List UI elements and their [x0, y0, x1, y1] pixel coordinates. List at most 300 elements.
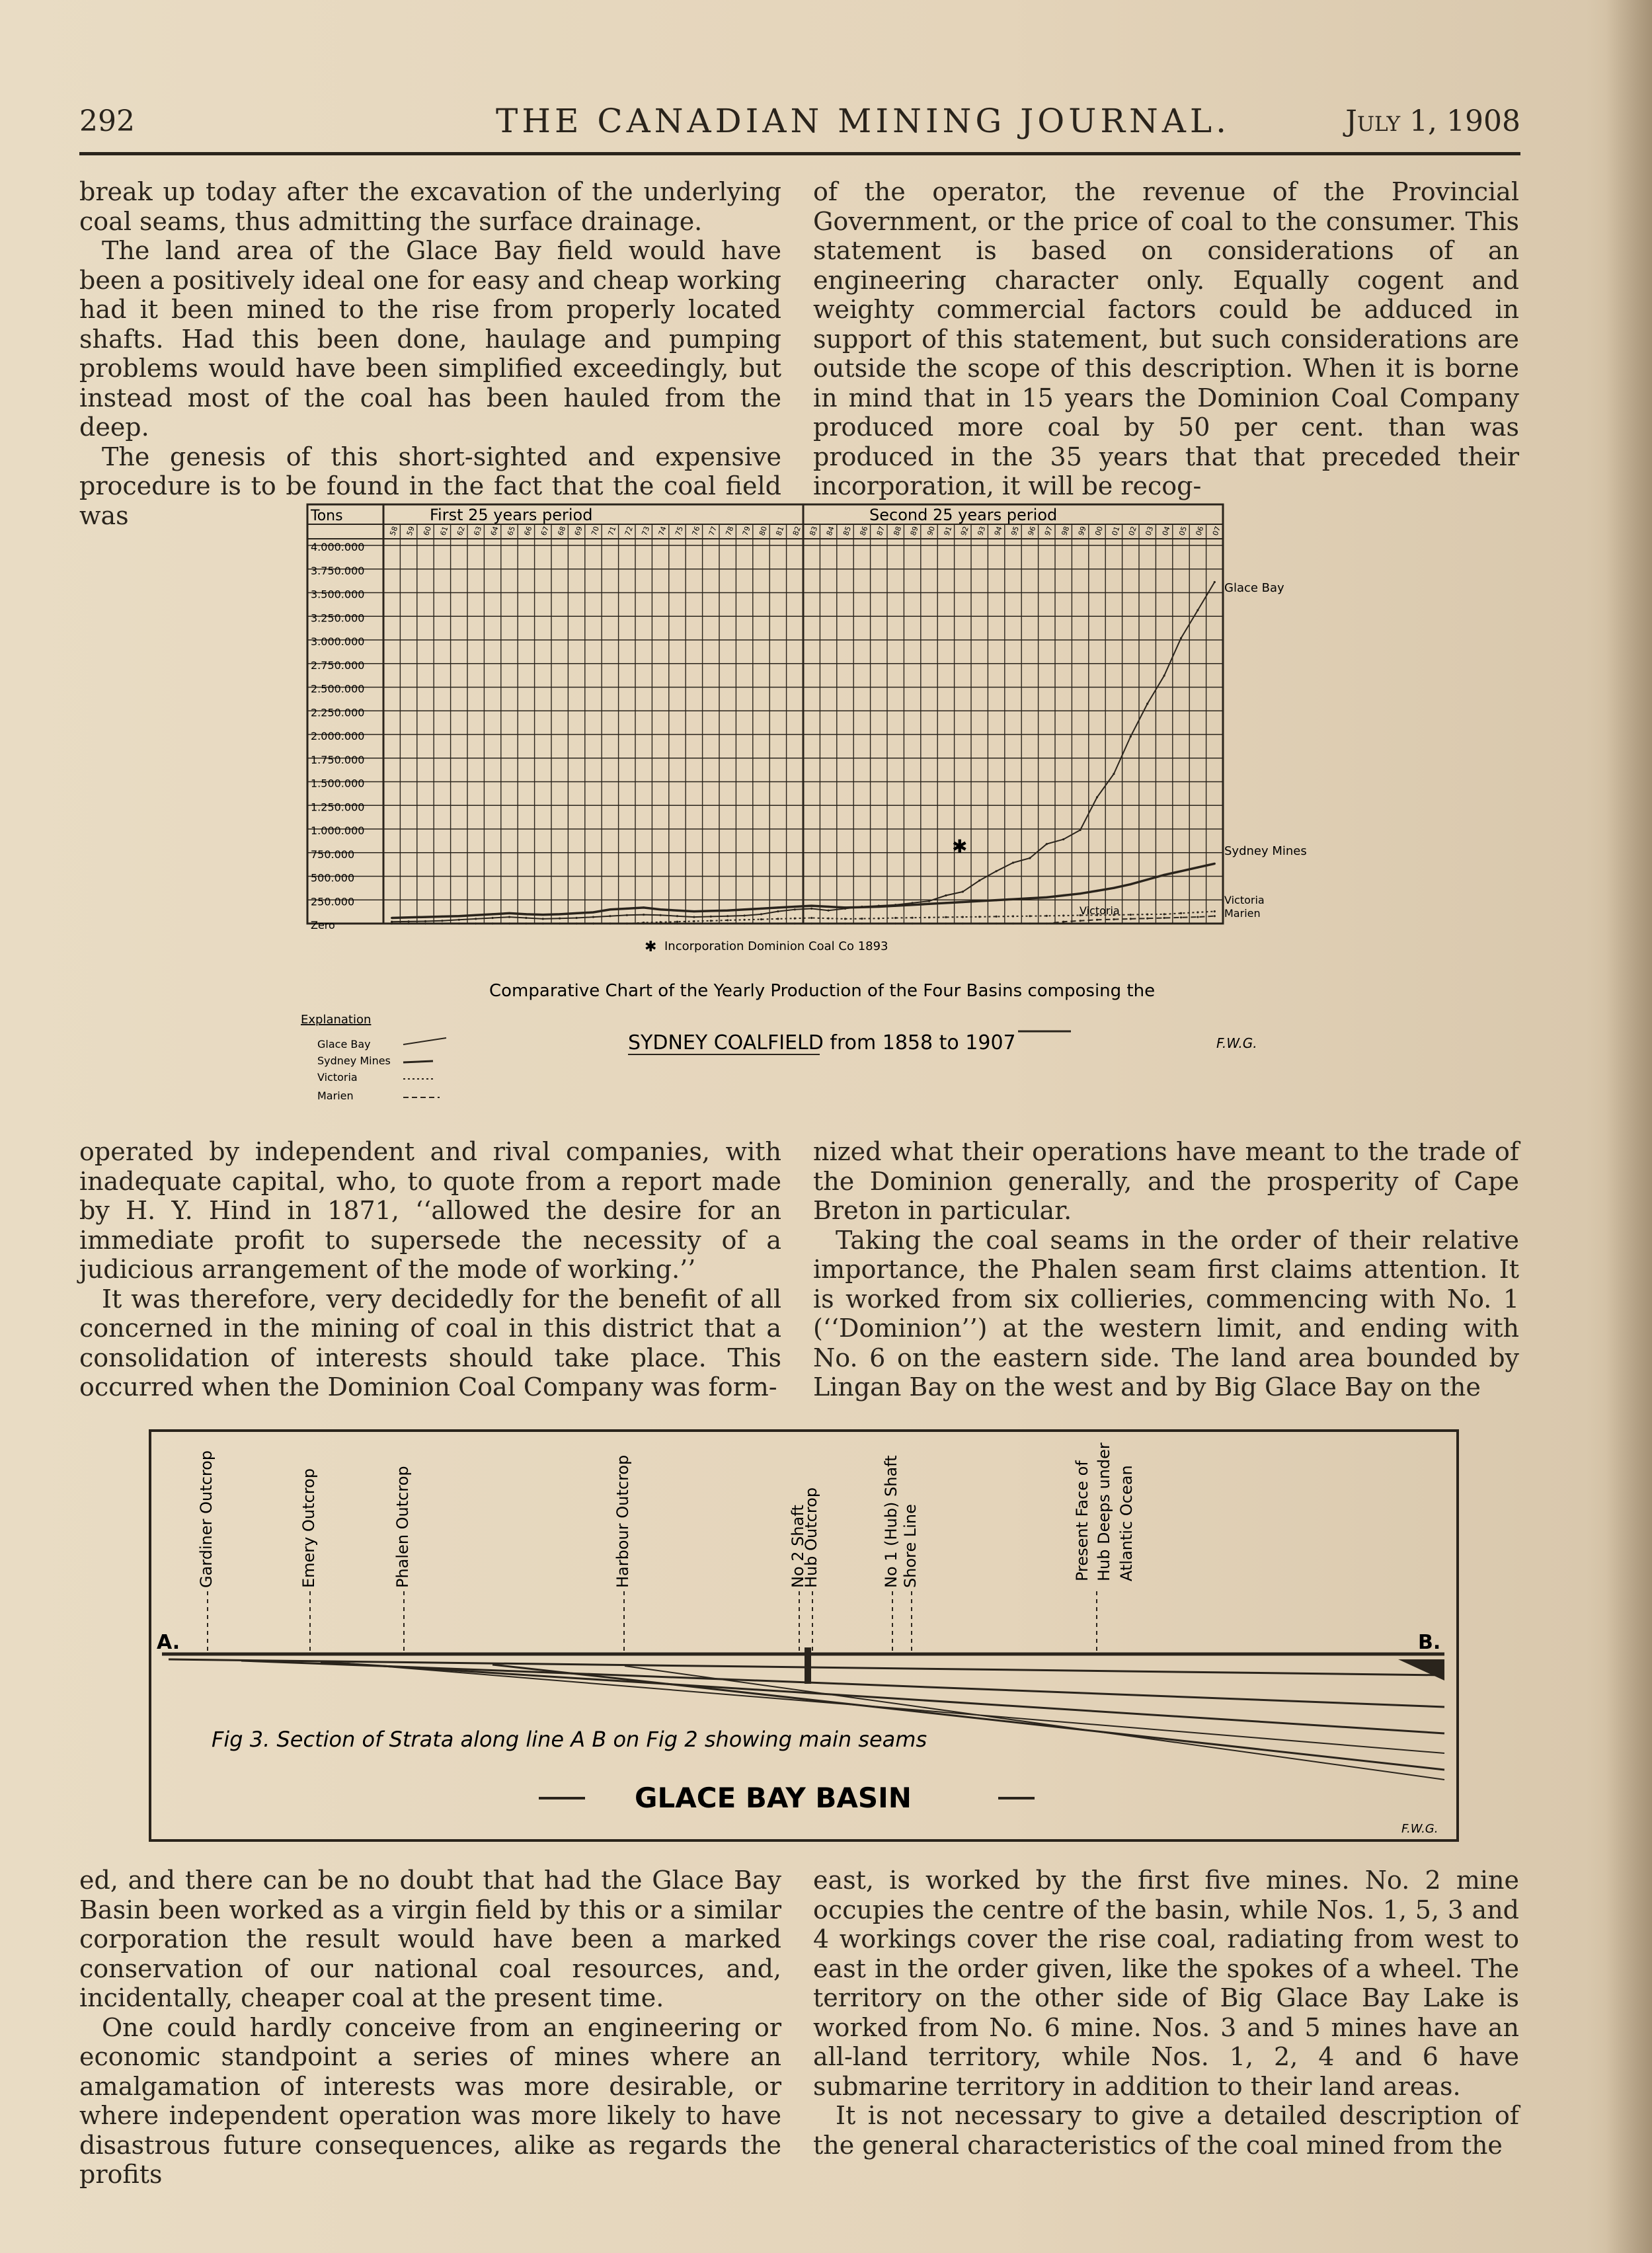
x-tick-label: 93: [976, 525, 988, 537]
data-point: [391, 921, 393, 923]
data-point: [424, 920, 426, 922]
data-point: [475, 922, 477, 924]
data-point: [1062, 894, 1064, 896]
data-point: [1197, 867, 1199, 869]
data-point: [1163, 674, 1165, 676]
x-tick-label: 04: [1160, 525, 1172, 537]
data-point: [710, 922, 712, 924]
paragraph: of the operator, the revenue of the Provincial Government, or the price of coal to the consumer. This statement is based on considerations of an engineering character only. Equally cogent and weighty commercial factors could be adduced in support of this statement, but such considerations are outside the scope of this description. When it is borne in mind that in 15 years the Dominion Coal Company produced more coal by 50 per cent. than was produced in the 35 years that that preceded their incorporation, it will be recog-: [813, 177, 1519, 500]
y-tick-label: 2.000.000: [311, 730, 365, 742]
data-point: [576, 917, 578, 919]
y-tick-label: 1.250.000: [311, 801, 365, 814]
data-point: [576, 912, 578, 914]
data-point: [676, 922, 678, 924]
paragraph: The land area of the Glace Bay field would have been a positively ideal one for easy and cheap working had it been mined to the rise from properly located shafts. Had this been done, haulage and pumping problems would have been simplified exceedingly, but instead most of the coal has been hauled from the deep.: [79, 236, 781, 442]
x-tick-label: 87: [875, 525, 886, 537]
data-point: [978, 879, 980, 881]
data-point: [928, 916, 930, 918]
data-point: [1180, 637, 1182, 639]
data-point: [828, 922, 830, 924]
data-point: [693, 916, 695, 918]
data-point: [1080, 920, 1082, 922]
data-point: [693, 922, 695, 924]
x-tick-label: 70: [590, 525, 602, 537]
seam-line: [492, 1665, 1444, 1770]
y-tick-labels: [311, 541, 364, 931]
data-point: [1029, 857, 1031, 859]
x-tick-labels: [388, 525, 1222, 537]
data-point: [1012, 922, 1014, 924]
data-point: [676, 921, 678, 923]
data-point: [928, 903, 930, 905]
outcrop-label: Shore Line: [901, 1504, 920, 1588]
data-point: [912, 922, 914, 924]
data-point: [894, 917, 896, 919]
x-tick-label: 69: [572, 525, 584, 537]
data-point: [626, 908, 628, 910]
data-point: [727, 910, 728, 912]
data-point: [1096, 796, 1098, 798]
y-tick-label: 1.500.000: [311, 777, 365, 790]
data-point: [996, 870, 998, 872]
x-tick-label: 05: [1177, 525, 1189, 537]
legend-item: Glace Bay: [317, 1038, 371, 1050]
data-point: [1046, 896, 1048, 898]
data-point: [710, 910, 712, 912]
x-tick-label: 01: [1110, 525, 1122, 537]
data-point: [794, 906, 796, 908]
paragraph: It is not necessary to give a detailed description of the general characteristics of the coal mined from the: [813, 2101, 1519, 2160]
data-point: [391, 922, 393, 924]
data-point: [1046, 915, 1048, 917]
data-point: [1130, 735, 1132, 737]
data-point: [1180, 916, 1182, 918]
outcrop-label: Emery Outcrop: [299, 1468, 318, 1588]
y-tick-label: 3.000.000: [311, 635, 365, 648]
data-point: [592, 922, 594, 924]
data-point: [760, 918, 762, 920]
data-point: [626, 914, 628, 916]
data-point: [1180, 870, 1182, 872]
data-point: [962, 922, 964, 924]
x-tick-label: 71: [606, 525, 618, 537]
data-point: [1130, 883, 1132, 885]
data-point: [777, 922, 779, 924]
data-point: [978, 916, 980, 918]
data-point: [794, 918, 796, 920]
x-tick-label: 92: [959, 525, 970, 537]
data-point: [1029, 897, 1031, 899]
data-point: [592, 911, 594, 913]
data-point: [996, 922, 998, 924]
data-point: [928, 922, 930, 924]
x-tick-label: 75: [674, 525, 686, 537]
x-tick-label: 83: [808, 525, 820, 537]
text-column-mid-right: [813, 1137, 1519, 1402]
text-column-mid-left: [79, 1137, 781, 1402]
data-point: [508, 912, 510, 914]
data-point: [492, 917, 494, 919]
paragraph: Taking the coal seams in the order of their relative importance, the Phalen seam first claims attention. It is worked from six collieries, commencing with No. 1 (‘‘Dominion’’) at the western limit, and ending with No. 6 on the eastern side. The land area bounded by Lingan Bay on the west and by Big Glace Bay on the: [813, 1225, 1519, 1402]
data-point: [945, 902, 947, 904]
outcrop-label: Gardiner Outcrop: [197, 1450, 216, 1588]
x-tick-label: 90: [925, 525, 937, 537]
data-point: [1029, 915, 1031, 917]
data-point: [676, 910, 678, 912]
data-point: [1197, 609, 1199, 611]
series-label-glace-bay: Glace Bay: [1224, 581, 1284, 595]
data-point: [458, 919, 460, 921]
x-tick-label: 81: [774, 525, 786, 537]
data-point: [1163, 913, 1165, 915]
figure-title: GLACE BAY BASIN: [635, 1782, 912, 1814]
data-point: [844, 922, 846, 924]
data-point: [475, 914, 477, 916]
x-tick-label: 97: [1042, 525, 1054, 537]
y-tick-label: 1.750.000: [311, 753, 365, 766]
data-point: [1146, 914, 1148, 916]
data-point: [643, 914, 645, 916]
x-tick-label: 64: [489, 525, 500, 537]
series-label-sydney-mines: Sydney Mines: [1224, 844, 1307, 858]
period-label-second: Second 25 years period: [869, 506, 1058, 524]
x-tick-label: 61: [438, 525, 450, 537]
y-tick-label: Zero: [311, 919, 335, 931]
data-point: [978, 900, 980, 902]
data-point: [693, 920, 695, 922]
data-point: [492, 913, 494, 915]
x-tick-label: 80: [758, 525, 769, 537]
data-point: [408, 920, 410, 922]
data-point: [559, 922, 561, 924]
data-point: [1214, 915, 1216, 917]
x-tick-label: 63: [472, 525, 484, 537]
x-tick-label: 84: [824, 525, 836, 537]
data-point: [609, 915, 611, 917]
data-point: [609, 908, 611, 910]
data-point: [1146, 879, 1148, 881]
data-point: [1146, 703, 1148, 705]
data-point: [760, 922, 762, 924]
paragraph: east, is worked by the first five mines. No. 2 mine occupies the centre of the basin, while Nos. 1, 5, 3 and 4 workings cover the rise coal, radiating from west to east in the order given, like the spokes of a wheel. The territory on the other side of Big Glace Bay Lake is worked from No. 6 mine. Nos. 3 and 5 mines have an all-land territory, while Nos. 1, 2, 4 and 6 have submarine territory in addition to their land areas.: [813, 1866, 1519, 2101]
paragraph: The genesis of this short-sighted and expensive procedure is to be found in the fact that the coal field was: [79, 442, 781, 530]
paragraph: One could hardly conceive from an engineering or economic standpoint a series of mines where an amalgamation of interests was more desirable, or where independent operation was more likely to have disastrous future consequences, alike as regards the profits: [79, 2012, 781, 2189]
data-point: [744, 922, 746, 924]
data-point: [962, 916, 964, 918]
data-point: [693, 910, 695, 912]
x-tick-label: 95: [1009, 525, 1021, 537]
data-point: [424, 922, 426, 924]
x-tick-label: 96: [1026, 525, 1038, 537]
figure-signature: F.W.G.: [1401, 1822, 1438, 1836]
data-point: [828, 918, 830, 920]
data-point: [441, 922, 443, 924]
x-tick-label: 60: [422, 525, 434, 537]
data-point: [928, 900, 930, 902]
data-point: [408, 922, 410, 924]
chart-grid: [307, 504, 1223, 924]
legend-item: Sydney Mines: [317, 1054, 391, 1067]
data-point: [1130, 918, 1132, 920]
series-label-marien: Marien: [1224, 907, 1261, 920]
point-a-label: A.: [157, 1631, 180, 1654]
data-point: [1197, 916, 1199, 918]
shaft: [805, 1647, 811, 1684]
data-point: [676, 915, 678, 917]
x-tick-label: 06: [1194, 525, 1206, 537]
data-point: [996, 916, 998, 918]
data-point: [878, 906, 880, 908]
x-tick-label: 65: [506, 525, 518, 537]
text-column-top-left: [79, 177, 781, 530]
data-point: [1163, 917, 1165, 919]
data-point: [1080, 829, 1082, 831]
data-point: [744, 914, 746, 916]
data-point: [1163, 874, 1165, 876]
x-tick-label: 59: [405, 525, 416, 537]
x-tick-label: 79: [740, 525, 752, 537]
period-label-first: First 25 years period: [430, 506, 593, 524]
data-point: [1096, 919, 1098, 921]
y-tick-label: 3.250.000: [311, 612, 365, 625]
data-point: [878, 922, 880, 924]
data-point: [1012, 861, 1014, 863]
data-point: [962, 901, 964, 903]
data-point: [458, 922, 460, 924]
data-point: [1062, 914, 1064, 916]
y-tick-label: 3.750.000: [311, 564, 365, 577]
x-tick-label: 89: [908, 525, 920, 537]
y-tick-label: 2.250.000: [311, 706, 365, 719]
incorporation-note-marker: ✱: [645, 939, 657, 955]
y-tick-label: 2.500.000: [311, 682, 365, 695]
legend-title: Explanation: [301, 1013, 372, 1027]
data-point: [760, 908, 762, 910]
issue-date: July 1, 1908: [1345, 104, 1520, 138]
x-tick-label: 85: [842, 525, 853, 537]
data-point: [912, 904, 914, 906]
x-tick-label: 72: [623, 525, 635, 537]
data-point: [1113, 918, 1115, 920]
legend-item: Victoria: [317, 1071, 358, 1084]
data-point: [894, 905, 896, 907]
x-tick-label: 76: [690, 525, 702, 537]
y-tick-label: 250.000: [311, 895, 355, 908]
x-tick-label: 88: [892, 525, 904, 537]
data-point: [1214, 863, 1216, 865]
data-point: [1062, 921, 1064, 923]
outcrop-label: Hub Outcrop: [802, 1487, 820, 1588]
data-point: [945, 916, 947, 918]
x-tick-label: 58: [388, 525, 400, 537]
y-tick-label: 4.000.000: [311, 541, 365, 553]
page-number: 292: [79, 104, 135, 138]
outcrop-label: No 2 Shaft: [789, 1505, 807, 1588]
x-tick-label: 67: [539, 525, 551, 537]
chart-title: Comparative Chart of the Yearly Production of the Four Basins composing the: [489, 981, 1156, 1001]
seam-line: [625, 1666, 1444, 1780]
y-tick-label: 1.000.000: [311, 824, 365, 837]
data-point: [660, 914, 662, 916]
data-point: [710, 916, 712, 918]
x-tick-label: 99: [1076, 525, 1088, 537]
text-column-top-right: [813, 177, 1519, 501]
incorporation-note: Incorporation Dominion Coal Co 1893: [664, 939, 888, 953]
paragraph: ed, and there can be no doubt that had the Glace Bay Basin been worked as a virgin field by this or a similar corporation the result would have been a marked conservation of our national coal resources, and, incidentally, cheaper coal at the present time.: [79, 1866, 781, 2012]
data-point: [1113, 887, 1115, 889]
data-point: [592, 916, 594, 918]
page-edge-shadow: [1606, 0, 1652, 2253]
data-point: [1214, 581, 1216, 583]
outcrop-label: No 1 (Hub) Shaft: [882, 1455, 900, 1588]
y-tick-label: 3.500.000: [311, 588, 365, 601]
data-point: [878, 918, 880, 920]
data-point: [1113, 773, 1115, 775]
x-tick-label: 73: [640, 525, 652, 537]
strata-section-figure: [149, 1429, 1460, 1842]
outcrop-label: Phalen Outcrop: [393, 1466, 412, 1588]
x-tick-label: 98: [1060, 525, 1072, 537]
y-tick-label: 750.000: [311, 848, 355, 861]
data-point: [1080, 892, 1082, 894]
outcrop-label: Atlantic Ocean: [1117, 1465, 1136, 1581]
y-tick-label: 2.750.000: [311, 658, 365, 672]
data-point: [794, 908, 796, 910]
data-point: [660, 908, 662, 910]
data-point: [760, 913, 762, 915]
data-point: [458, 915, 460, 917]
paragraph: operated by independent and rival companies, with inadequate capital, who, to quote from a report made by H. Y. Hind in 1871, ‘‘allowed the desire for an immediate profit to supersede the necessity of a judicious arrangement of the mode of working.’’: [79, 1137, 781, 1284]
figure-caption: Fig 3. Section of Strata along line A B on Fig 2 showing main seams: [212, 1727, 927, 1752]
x-tick-label: 91: [942, 525, 954, 537]
paragraph: It was therefore, very decidedly for the benefit of all concerned in the mining of coal in this district that a consolidation of interests should take place. This occurred when the Dominion Coal Company was form-: [79, 1284, 781, 1402]
x-tick-label: 62: [455, 525, 467, 537]
data-point: [962, 890, 964, 892]
data-point: [492, 922, 494, 924]
data-point: [475, 918, 477, 920]
data-point: [441, 916, 443, 918]
data-point: [1180, 912, 1182, 914]
data-point: [1096, 890, 1098, 892]
chart-signature: F.W.G.: [1216, 1035, 1257, 1051]
chart-frame: [307, 504, 1223, 924]
data-point: [794, 922, 796, 924]
data-point: [391, 917, 393, 919]
data-point: [525, 913, 527, 915]
data-point: [508, 916, 510, 918]
data-point: [441, 920, 443, 922]
data-point: [1012, 898, 1014, 900]
data-point: [978, 922, 980, 924]
x-tick-label: 68: [556, 525, 568, 537]
incorporation-marker: ✱: [952, 836, 968, 857]
x-tick-label: 77: [707, 525, 719, 537]
paragraph: break up today after the excavation of the underlying coal seams, thus admitting the surface drainage.: [79, 177, 781, 236]
inline-label-victoria: Victoria: [1080, 904, 1120, 917]
data-point: [828, 910, 830, 912]
data-point: [810, 922, 812, 924]
data-point: [542, 918, 544, 920]
data-point: [576, 922, 578, 924]
data-point: [559, 918, 561, 920]
data-point: [727, 919, 728, 921]
data-point: [894, 922, 896, 924]
data-point: [525, 922, 527, 924]
outcrop-label: Present Face of: [1073, 1460, 1091, 1581]
data-point: [710, 920, 712, 922]
x-tick-label: 74: [656, 525, 668, 537]
x-tick-label: 82: [791, 525, 803, 537]
data-point: [1046, 843, 1048, 845]
data-point: [828, 906, 830, 908]
data-point: [1029, 922, 1031, 924]
data-point: [559, 913, 561, 915]
data-point: [1062, 838, 1064, 840]
outcrop-labels: [197, 1443, 1136, 1653]
data-point: [844, 906, 846, 908]
paragraph: nized what their operations have meant to the trade of the Dominion generally, and the prosperity of Cape Breton in particular.: [813, 1137, 1519, 1225]
data-point: [626, 922, 628, 924]
x-tick-label: 02: [1126, 525, 1138, 537]
data-point: [525, 917, 527, 919]
data-point: [660, 922, 662, 924]
data-point: [744, 919, 746, 921]
data-point: [1130, 914, 1132, 916]
production-chart: [291, 499, 1349, 1121]
text-column-bottom-right: [813, 1866, 1519, 2160]
data-point: [1146, 918, 1148, 920]
data-point: [609, 922, 611, 924]
data-point: [643, 922, 645, 924]
data-point: [861, 918, 863, 920]
x-tick-label: 86: [858, 525, 870, 537]
legend-swatch-glace-bay: [403, 1038, 446, 1045]
legend-swatch-sydney-mines: [403, 1061, 433, 1062]
data-point: [777, 910, 779, 912]
data-point: [777, 918, 779, 920]
data-point: [408, 916, 410, 918]
strata-seams: [162, 1647, 1444, 1780]
data-point: [1197, 911, 1199, 913]
data-point: [643, 906, 645, 908]
data-point: [1046, 922, 1048, 924]
series-label-victoria: Victoria: [1224, 894, 1265, 906]
point-b-label: B.: [1418, 1631, 1441, 1654]
data-point: [727, 915, 728, 917]
data-point: [508, 922, 510, 924]
legend-item: Marien: [317, 1089, 354, 1102]
data-point: [542, 914, 544, 916]
journal-title: THE CANADIAN MINING JOURNAL.: [496, 102, 1230, 140]
chart-legend: [301, 1013, 446, 1102]
chart-title-line2: SYDNEY COALFIELD from 1858 to 1907: [628, 1031, 1016, 1054]
data-point: [727, 922, 728, 924]
deep-workings: [1398, 1659, 1444, 1680]
y-tick-label: 500.000: [311, 871, 355, 885]
data-point: [945, 894, 947, 896]
data-point: [542, 922, 544, 924]
data-point: [945, 922, 947, 924]
data-point: [861, 906, 863, 908]
x-tick-label: 66: [522, 525, 534, 537]
data-point: [996, 899, 998, 901]
data-point: [912, 917, 914, 919]
data-point: [861, 922, 863, 924]
x-tick-label: 94: [992, 525, 1004, 537]
data-point: [777, 906, 779, 908]
y-axis-header: Tons: [311, 508, 343, 524]
x-tick-label: 03: [1144, 525, 1156, 537]
